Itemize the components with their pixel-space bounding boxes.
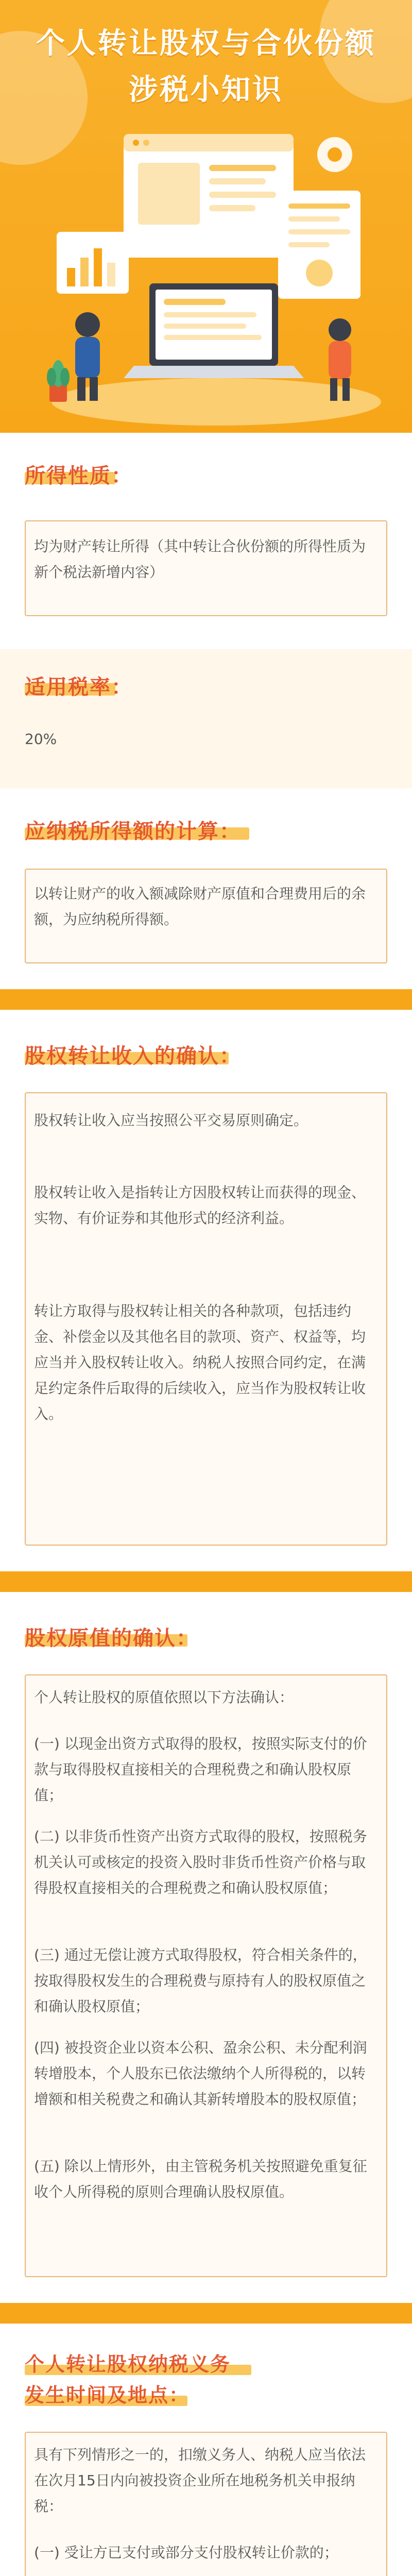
document-icon <box>278 191 360 299</box>
browser-window-icon <box>124 134 294 258</box>
section-heading: 股权原值的确认： <box>25 1626 198 1650</box>
list-item: (一) 受让方已支付或部分支付股权转让价款的； <box>34 2544 338 2561</box>
section-equity-timing <box>0 2324 412 2576</box>
section-transfer-income <box>0 1010 412 1571</box>
page-title: 个人转让股权与合伙份额 <box>36 27 376 60</box>
hero-banner <box>0 0 412 433</box>
section-heading: 适用税率： <box>25 675 133 699</box>
section-heading: 应纳税所得额的计算： <box>25 820 241 843</box>
section-text: 均为财产转让所得（其中转让合伙份额的所得性质为新个税法新增内容） <box>34 538 366 581</box>
section-heading: 个人转让股权纳税义务 <box>25 2353 231 2376</box>
section-tax-rate <box>0 649 412 788</box>
section-text: 以转让财产的收入额减除财产原值和合理费用后的余额，为应纳税所得额。 <box>34 885 366 928</box>
gear-icon <box>317 137 352 172</box>
page-subtitle: 涉税小知识 <box>129 73 283 107</box>
section-taxable-income <box>0 788 412 989</box>
intro-text: 个人转让股权的原值依照以下方法确认： <box>34 1689 294 1706</box>
paragraph: 股权转让收入应当按照公平交易原则确定。 <box>34 1112 308 1129</box>
tax-rate-value: 20% <box>25 731 57 748</box>
section-heading: 所得性质： <box>25 464 133 488</box>
chart-card-icon <box>57 232 129 294</box>
section-divider <box>0 989 412 1010</box>
paragraph: 股权转让收入是指转让方因股权转让而获得的现金、实物、有价证券和其他形式的经济利益。 <box>34 1184 366 1227</box>
list-item: (五) 除以上情形外，由主管税务机关按照避免重复征收个人所得税的原则合理确认股权原值。 <box>34 2158 367 2200</box>
section-income-nature <box>0 433 412 649</box>
list-item: (四) 被投资企业以资本公积、盈余公积、未分配利润转增股本，个人股东已依法缴纳个人所得税的，以转增额和相关税费之和确认其新转增股本的股权原值； <box>34 2039 367 2108</box>
intro-text: 具有下列情形之一的，扣缴义务人、纳税人应当依法在次月15日内向被投资企业所在地税务机关申报纳税： <box>34 2446 366 2515</box>
list-item: (一) 以现金出资方式取得的股权，按照实际支付的价款与取得股权直接相关的合理税费之和确认股权原值； <box>34 1735 367 1804</box>
section-heading: 股权转让收入的确认： <box>25 1044 241 1068</box>
section-divider <box>0 1571 412 1592</box>
section-divider <box>0 2303 412 2324</box>
plant-icon <box>47 360 70 402</box>
office-illustration <box>0 113 412 433</box>
section-heading: 发生时间及地点： <box>25 2384 190 2406</box>
list-item: (二) 以非货币性资产出资方式取得的股权，按照税务机关认可或核定的投资入股时非货币性资产价格与取得股权直接相关的合理税费之和确认股权原值； <box>34 1828 367 1896</box>
list-item: (三) 通过无偿让渡方式取得股权，符合相关条件的，按取得股权发生的合理税费与原持有人的股权原值之和确认股权原值； <box>34 1946 367 2015</box>
paragraph: 转让方取得与股权转让相关的各种款项，包括违约金、补偿金以及其他名目的款项、资产、权益等，均应当并入股权转让收入。纳税人按照合同约定，在满足约定条件后取得的后续收入，应当作为股权转让收入。 <box>34 1302 366 1422</box>
section-original-value <box>0 1592 412 2303</box>
laptop-icon <box>124 283 304 378</box>
